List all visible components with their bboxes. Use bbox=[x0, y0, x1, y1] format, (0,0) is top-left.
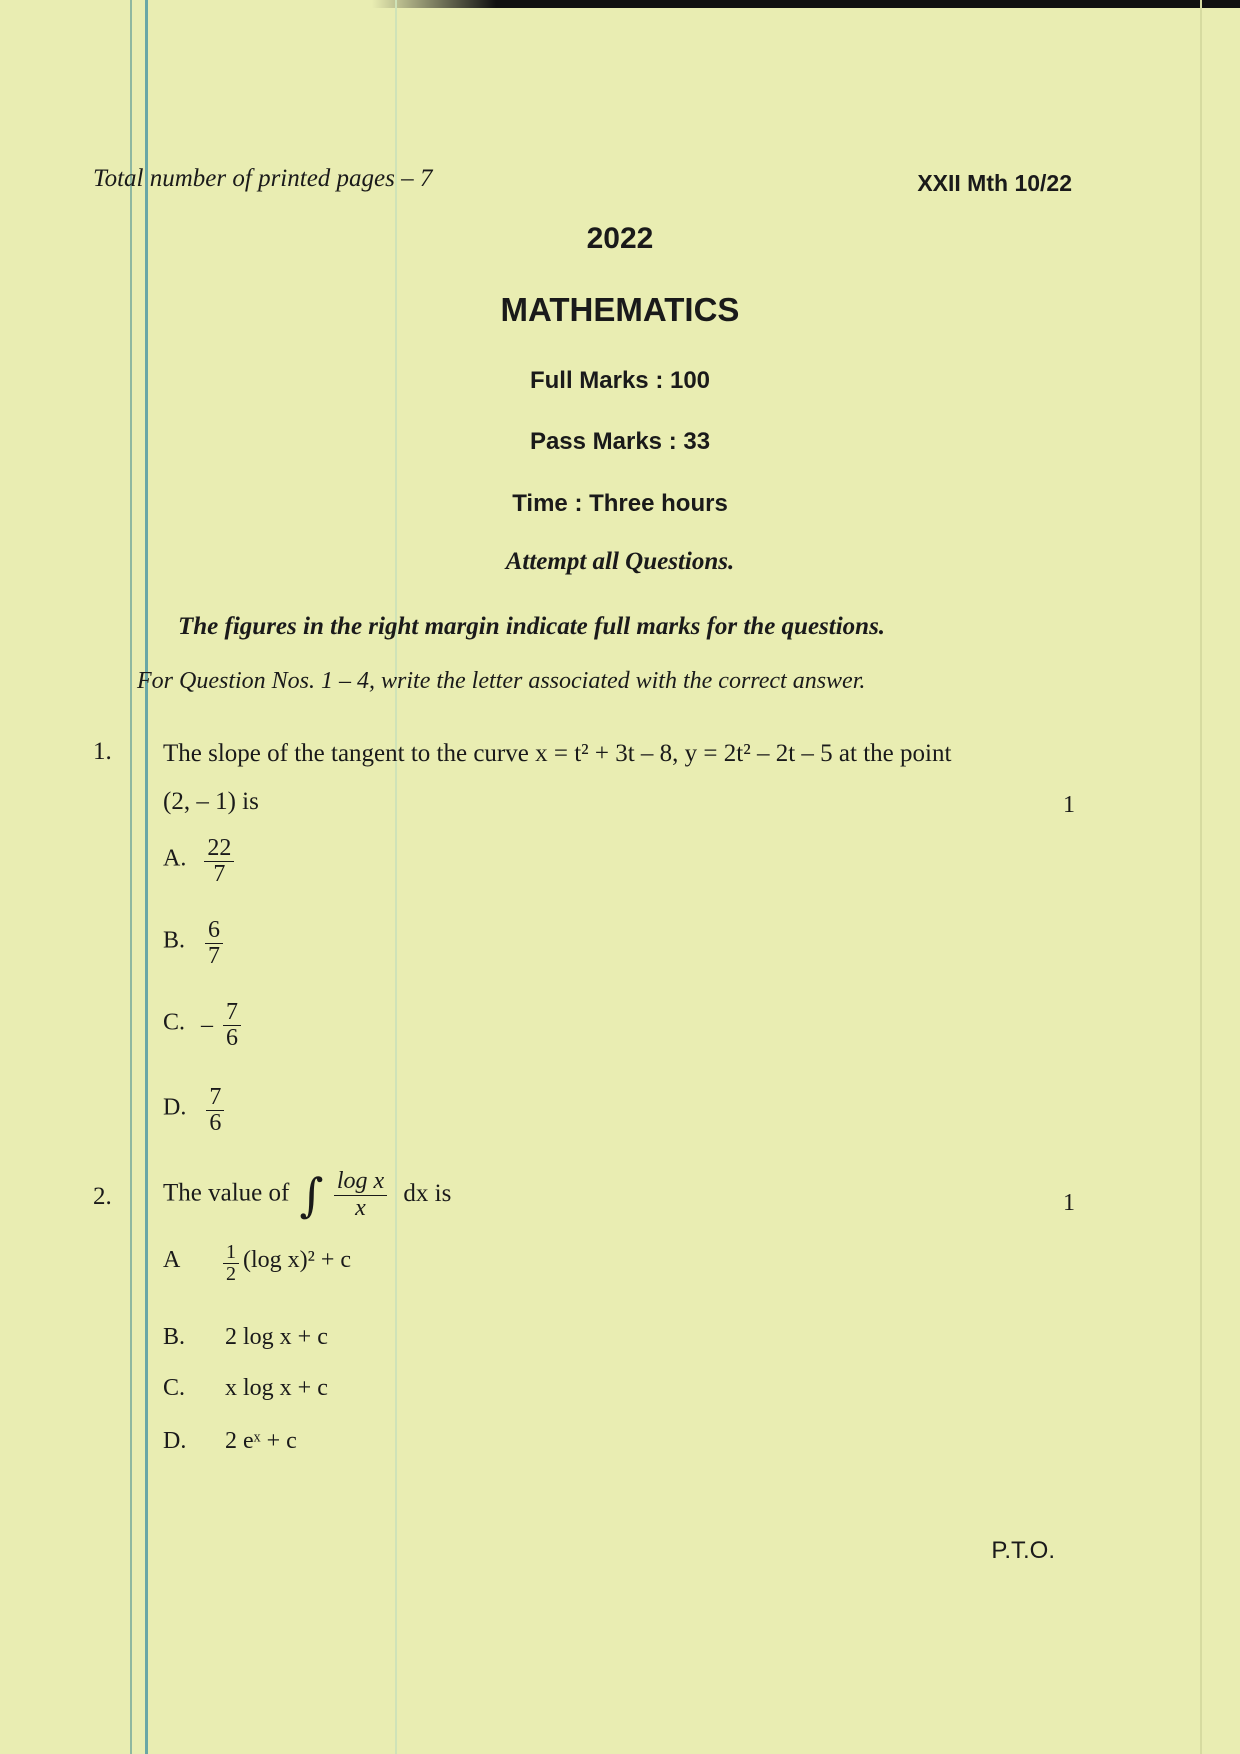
attempt-instruction: Attempt all Questions. bbox=[505, 548, 735, 575]
exam-subject: MATHEMATICS bbox=[500, 291, 740, 328]
option-fraction bbox=[204, 836, 234, 887]
option-letter: D. bbox=[163, 1428, 187, 1454]
question-text-before: The value of bbox=[163, 1179, 290, 1207]
option-letter: D. bbox=[163, 1094, 187, 1121]
scan-fold-line bbox=[1200, 0, 1202, 1754]
option-letter: B. bbox=[163, 927, 186, 954]
question-marks: 1 bbox=[1063, 1190, 1075, 1216]
question-marks: 1 bbox=[1063, 792, 1075, 818]
question-text-after: dx is bbox=[403, 1179, 452, 1207]
paper-code: XXII Mth 10/22 bbox=[917, 170, 1072, 196]
option-letter: C. bbox=[163, 1009, 186, 1036]
pass-marks: Pass Marks : 33 bbox=[529, 428, 711, 455]
full-marks: Full Marks : 100 bbox=[529, 367, 711, 394]
scan-margin-line bbox=[145, 0, 148, 1754]
denominator: 6 bbox=[226, 1025, 239, 1052]
option-letter: A. bbox=[163, 845, 187, 872]
option-fraction bbox=[206, 1085, 224, 1136]
option-expression: x log x + c bbox=[225, 1375, 328, 1401]
denominator: 2 bbox=[226, 1263, 236, 1285]
denominator: 7 bbox=[208, 943, 221, 970]
integrand-fraction bbox=[334, 1169, 387, 1220]
please-turn-over: P.T.O. bbox=[991, 1537, 1055, 1564]
option-c bbox=[163, 1000, 241, 1051]
option-a bbox=[163, 836, 234, 887]
denominator: 6 bbox=[209, 1110, 222, 1137]
option-expression: 2 eˣ + c bbox=[225, 1428, 297, 1454]
scan-top-edge bbox=[0, 0, 1240, 8]
numerator: 1 bbox=[223, 1242, 239, 1264]
option-b bbox=[163, 918, 223, 969]
mcq-instruction: For Question Nos. 1 – 4, write the letter associated with the correct answer. bbox=[137, 668, 866, 694]
numerator: 22 bbox=[204, 836, 234, 862]
denominator: x bbox=[355, 1194, 366, 1221]
marks-instruction: The figures in the right margin indicate full marks for the questions. bbox=[178, 613, 886, 640]
numerator: 6 bbox=[205, 918, 223, 944]
denominator: 7 bbox=[213, 861, 226, 888]
question-number: 1. bbox=[93, 738, 112, 765]
numerator: 7 bbox=[223, 1000, 241, 1026]
option-letter: C. bbox=[163, 1375, 186, 1401]
option-letter: B. bbox=[163, 1324, 186, 1350]
option-fraction bbox=[223, 1242, 239, 1285]
question-text bbox=[163, 1168, 451, 1222]
integral-sign: ∫ bbox=[299, 1168, 324, 1222]
option-d bbox=[163, 1085, 224, 1136]
scan-margin-line bbox=[130, 0, 132, 1754]
option-letter: A bbox=[163, 1247, 181, 1274]
option-fraction bbox=[223, 1000, 241, 1051]
printed-pages-note: Total number of printed pages – 7 bbox=[93, 165, 433, 192]
option-fraction bbox=[205, 918, 223, 969]
scan-fold-line bbox=[395, 0, 397, 1754]
exam-year: 2022 bbox=[586, 222, 654, 255]
numerator: 7 bbox=[206, 1085, 224, 1111]
option-c bbox=[163, 1375, 328, 1402]
option-a bbox=[163, 1242, 351, 1285]
option-expression: 2 log x + c bbox=[225, 1324, 328, 1350]
minus-sign: – bbox=[201, 1012, 214, 1039]
numerator: log x bbox=[334, 1169, 387, 1195]
question-text-continued: (2, – 1) is bbox=[163, 788, 259, 815]
question-number: 2. bbox=[93, 1183, 112, 1210]
option-d bbox=[163, 1428, 297, 1455]
option-b bbox=[163, 1324, 328, 1351]
option-expression: (log x)² + c bbox=[243, 1247, 352, 1274]
question-text: The slope of the tangent to the curve x = t² + 3t – 8, y = 2t² – 2t – 5 at the point bbox=[163, 740, 952, 767]
exam-time: Time : Three hours bbox=[512, 490, 728, 517]
